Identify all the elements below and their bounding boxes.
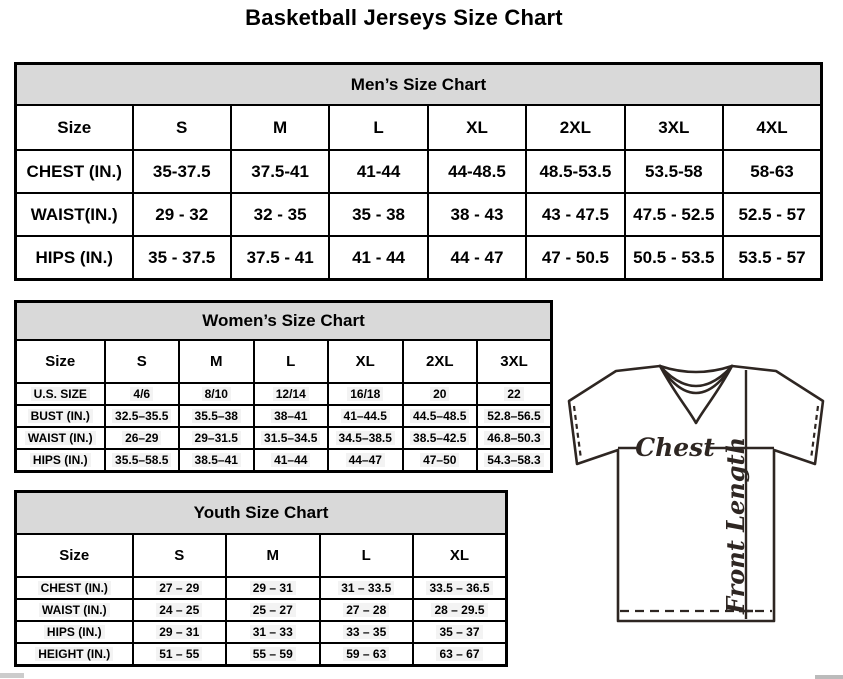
table-row — [16, 621, 507, 643]
data-cell: 52.8–56.5 — [477, 405, 552, 427]
mens-size-table — [14, 62, 823, 281]
data-cell: 44-48.5 — [428, 150, 526, 193]
size-corner-header: Size — [16, 340, 105, 383]
table-row — [16, 236, 822, 280]
row-label: BUST (IN.) — [16, 405, 105, 427]
measurement-lines — [618, 370, 774, 619]
size-header-row — [16, 534, 507, 577]
size-column-header: L — [329, 105, 427, 150]
data-cell: 29 – 31 — [226, 577, 320, 599]
data-cell: 54.3–58.3 — [477, 449, 552, 472]
size-header-row — [16, 105, 822, 150]
data-cell: 31 – 33 — [226, 621, 320, 643]
youth-table-title: Youth Size Chart — [16, 492, 507, 535]
size-column-header: 2XL — [403, 340, 478, 383]
size-column-header: S — [105, 340, 180, 383]
data-cell: 12/14 — [254, 383, 329, 405]
data-cell: 27 – 28 — [320, 599, 414, 621]
data-cell: 38–41 — [254, 405, 329, 427]
data-cell: 41–44.5 — [328, 405, 403, 427]
size-column-header: L — [320, 534, 414, 577]
row-label: WAIST (IN.) — [16, 427, 105, 449]
data-cell: 24 – 25 — [133, 599, 227, 621]
size-column-header: 4XL — [723, 105, 821, 150]
data-cell: 22 — [477, 383, 552, 405]
jersey-measurement-diagram — [563, 358, 843, 630]
table-row — [16, 449, 552, 472]
size-column-header: XL — [328, 340, 403, 383]
womens-table-title: Women’s Size Chart — [16, 302, 552, 341]
data-cell: 41-44 — [329, 150, 427, 193]
table-row — [16, 427, 552, 449]
mens-table-title: Men’s Size Chart — [16, 64, 822, 106]
data-cell: 50.5 - 53.5 — [625, 236, 723, 280]
data-cell: 38 - 43 — [428, 193, 526, 236]
size-column-header: L — [254, 340, 329, 383]
data-cell: 35.5–58.5 — [105, 449, 180, 472]
front-length-label: Front Length — [721, 436, 750, 614]
data-cell: 34.5–38.5 — [328, 427, 403, 449]
data-cell: 35 - 38 — [329, 193, 427, 236]
page-title: Basketball Jerseys Size Chart — [245, 5, 563, 30]
data-cell: 38.5–42.5 — [403, 427, 478, 449]
row-label: HIPS (IN.) — [16, 449, 105, 472]
data-cell: 20 — [403, 383, 478, 405]
row-label: CHEST (IN.) — [16, 577, 133, 599]
size-corner-header: Size — [16, 105, 133, 150]
size-column-header: M — [226, 534, 320, 577]
data-cell: 41 - 44 — [329, 236, 427, 280]
size-column-header: M — [231, 105, 329, 150]
horizontal-scrollbar-fragment-right[interactable] — [815, 675, 843, 679]
data-cell: 44 - 47 — [428, 236, 526, 280]
data-cell: 53.5-58 — [625, 150, 723, 193]
table-row — [16, 577, 507, 599]
data-cell: 35-37.5 — [133, 150, 231, 193]
data-cell: 47 - 50.5 — [526, 236, 624, 280]
data-cell: 58-63 — [723, 150, 821, 193]
size-column-header: 2XL — [526, 105, 624, 150]
data-cell: 31.5–34.5 — [254, 427, 329, 449]
data-cell: 8/10 — [179, 383, 254, 405]
data-cell: 33.5 – 36.5 — [413, 577, 507, 599]
row-label: WAIST(IN.) — [16, 193, 133, 236]
size-corner-header: Size — [16, 534, 133, 577]
data-cell: 35.5–38 — [179, 405, 254, 427]
table-row — [16, 383, 552, 405]
data-cell: 29 – 31 — [133, 621, 227, 643]
data-cell: 59 – 63 — [320, 643, 414, 666]
row-label: U.S. SIZE — [16, 383, 105, 405]
youth-size-table — [14, 490, 508, 667]
data-cell: 26–29 — [105, 427, 180, 449]
row-label: HIPS (IN.) — [16, 621, 133, 643]
data-cell: 44.5–48.5 — [403, 405, 478, 427]
size-column-header: 3XL — [477, 340, 552, 383]
size-column-header: M — [179, 340, 254, 383]
data-cell: 32 - 35 — [231, 193, 329, 236]
table-row — [16, 193, 822, 236]
table-row — [16, 599, 507, 621]
row-label: WAIST (IN.) — [16, 599, 133, 621]
data-cell: 51 – 55 — [133, 643, 227, 666]
data-cell: 25 – 27 — [226, 599, 320, 621]
chest-label: Chest — [635, 433, 715, 462]
jersey-outline — [569, 366, 823, 621]
row-label: HIPS (IN.) — [16, 236, 133, 280]
data-cell: 48.5-53.5 — [526, 150, 624, 193]
size-column-header: S — [133, 534, 227, 577]
data-cell: 31 – 33.5 — [320, 577, 414, 599]
womens-size-table — [14, 300, 553, 473]
size-column-header: 3XL — [625, 105, 723, 150]
size-header-row — [16, 340, 552, 383]
data-cell: 29 - 32 — [133, 193, 231, 236]
size-column-header: S — [133, 105, 231, 150]
data-cell: 4/6 — [105, 383, 180, 405]
data-cell: 52.5 - 57 — [723, 193, 821, 236]
data-cell: 43 - 47.5 — [526, 193, 624, 236]
data-cell: 27 – 29 — [133, 577, 227, 599]
data-cell: 44–47 — [328, 449, 403, 472]
table-row — [16, 150, 822, 193]
size-column-header: XL — [413, 534, 507, 577]
data-cell: 35 – 37 — [413, 621, 507, 643]
data-cell: 28 – 29.5 — [413, 599, 507, 621]
data-cell: 37.5 - 41 — [231, 236, 329, 280]
data-cell: 29–31.5 — [179, 427, 254, 449]
data-cell: 63 – 67 — [413, 643, 507, 666]
data-cell: 41–44 — [254, 449, 329, 472]
data-cell: 33 – 35 — [320, 621, 414, 643]
row-label: CHEST (IN.) — [16, 150, 133, 193]
data-cell: 16/18 — [328, 383, 403, 405]
data-cell: 53.5 - 57 — [723, 236, 821, 280]
horizontal-scrollbar-fragment-left[interactable] — [0, 673, 24, 678]
data-cell: 35 - 37.5 — [133, 236, 231, 280]
data-cell: 47.5 - 52.5 — [625, 193, 723, 236]
row-label: HEIGHT (IN.) — [16, 643, 133, 666]
size-column-header: XL — [428, 105, 526, 150]
table-row — [16, 405, 552, 427]
data-cell: 47–50 — [403, 449, 478, 472]
data-cell: 38.5–41 — [179, 449, 254, 472]
data-cell: 37.5-41 — [231, 150, 329, 193]
table-row — [16, 643, 507, 666]
data-cell: 46.8–50.3 — [477, 427, 552, 449]
data-cell: 55 – 59 — [226, 643, 320, 666]
data-cell: 32.5–35.5 — [105, 405, 180, 427]
